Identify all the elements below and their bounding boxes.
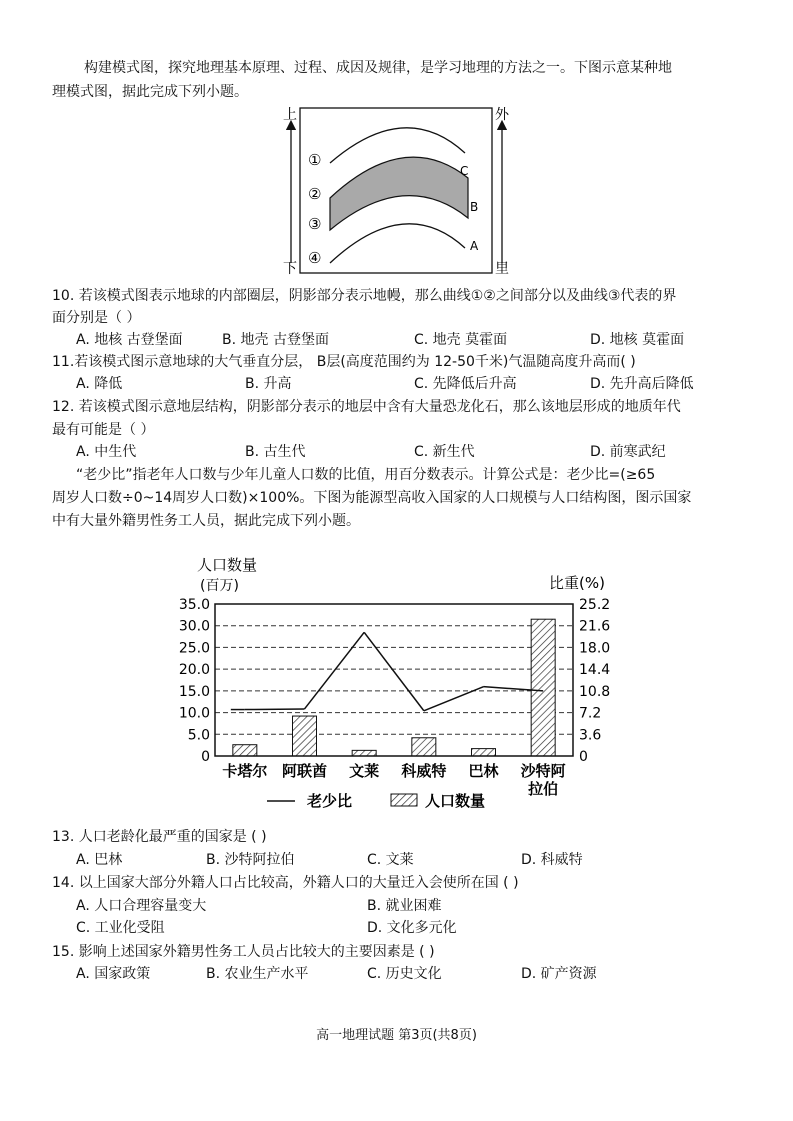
left-tick-label: 5.0: [187, 727, 210, 744]
q10-option-b[interactable]: B. 地壳 古登堡面: [222, 332, 329, 348]
q15-option-a[interactable]: A. 国家政策: [76, 966, 151, 982]
marker-3: ③: [308, 215, 322, 233]
intro-paragraph-2-line-3: 中有大量外籍男性务工人员，据此完成下列小题。: [52, 513, 360, 529]
q10-option-c[interactable]: C. 地壳 莫霍面: [414, 332, 508, 348]
q13-option-c[interactable]: C. 文莱: [367, 852, 414, 868]
ratio-line-segment: [424, 687, 484, 711]
population-bar: [412, 738, 436, 756]
ratio-line-segment: [364, 632, 424, 710]
left-axis-title: 人口数量: [197, 556, 258, 574]
q12-option-d[interactable]: D. 前寒武纪: [590, 444, 666, 460]
q13-option-d[interactable]: D. 科威特: [521, 852, 583, 868]
marker-2: ②: [308, 185, 322, 203]
right-tick-label: 21.6: [579, 618, 611, 635]
category-label: 科威特: [401, 762, 447, 780]
q10-option-d[interactable]: D. 地核 莫霍面: [590, 332, 685, 348]
q15-option-d[interactable]: D. 矿产资源: [521, 966, 597, 982]
category-label: 沙特阿: [520, 762, 566, 780]
right-tick-label: 10.8: [579, 683, 611, 700]
label-out: 外: [495, 107, 509, 123]
left-tick-label: 20.0: [178, 662, 210, 679]
category-label: 文莱: [349, 762, 380, 780]
label-A: A: [470, 239, 479, 253]
left-axis-unit: (百万): [200, 578, 239, 594]
ratio-line-segment: [245, 709, 305, 710]
curve-4: [330, 224, 465, 263]
intro-paragraph-1-line-1: 构建模式图，探究地理基本原理、过程、成因及规律，是学习地理的方法之一。下图示意某种地: [84, 60, 672, 76]
right-tick-label: 3.6: [579, 727, 602, 744]
shaded-layer: [330, 157, 468, 230]
q12-option-a[interactable]: A. 中生代: [76, 444, 137, 460]
curve-1: [330, 128, 465, 163]
label-in: 里: [495, 261, 509, 277]
q10-option-a[interactable]: A. 地核 古登堡面: [76, 332, 183, 348]
right-tick-label: 18.0: [579, 640, 611, 657]
left-tick-label: 15.0: [178, 683, 210, 700]
q13-option-a[interactable]: A. 巴林: [76, 852, 123, 868]
legend-bar-swatch: [391, 794, 417, 806]
q11-stem: 11.若该模式图示意地球的大气垂直分层， B层(高度范围约为 12-50千米)气温随高度升高而( ): [52, 354, 636, 370]
q14-option-b[interactable]: B. 就业困难: [367, 898, 442, 914]
q11-option-c[interactable]: C. 先降低后升高: [414, 376, 517, 392]
q14-option-c[interactable]: C. 工业化受阻: [76, 920, 165, 936]
legend-bar-label: 人口数量: [425, 792, 486, 810]
page-footer: 高一地理试题 第3页(共8页): [316, 1028, 477, 1043]
q11-option-a[interactable]: A. 降低: [76, 376, 123, 392]
category-label: 阿联酋: [281, 762, 328, 780]
category-label-line-2: 拉伯: [528, 780, 559, 798]
population-bar: [472, 749, 496, 756]
ratio-line-segment: [305, 632, 365, 709]
left-tick-label: 25.0: [178, 640, 210, 657]
q12-option-c[interactable]: C. 新生代: [414, 444, 475, 460]
q10-stem-line-2: 面分别是（ ）: [52, 310, 141, 326]
category-label: 卡塔尔: [222, 762, 268, 780]
plot-frame: [215, 604, 573, 756]
legend-line-label: 老少比: [307, 792, 353, 810]
model-diagram: [280, 103, 520, 278]
right-axis-title: 比重(%): [549, 574, 605, 592]
population-bar: [233, 745, 257, 756]
q14-stem: 14. 以上国家大部分外籍人口占比较高，外籍人口的大量迁入会使所在国 ( ): [52, 875, 519, 891]
marker-1: ①: [308, 151, 322, 169]
right-tick-label: 25.2: [579, 597, 611, 613]
q10-stem-line-1: 10. 若该模式图表示地球的内部圈层，阴影部分表示地幔，那么曲线①②之间部分以及曲线③代表的界: [52, 288, 677, 304]
intro-paragraph-1-line-2: 理模式图，据此完成下列小题。: [52, 84, 248, 100]
q11-option-b[interactable]: B. 升高: [245, 376, 292, 392]
left-tick-label: 0: [201, 749, 210, 765]
left-tick-label: 10.0: [178, 705, 210, 722]
q15-stem: 15. 影响上述国家外籍男性务工人员占比较大的主要因素是 ( ): [52, 944, 435, 960]
right-tick-label: 14.4: [579, 662, 611, 679]
label-B: B: [470, 200, 479, 214]
q13-stem: 13. 人口老龄化最严重的国家是 ( ): [52, 829, 267, 845]
label-down: 下: [283, 261, 297, 277]
q15-option-b[interactable]: B. 农业生产水平: [206, 966, 309, 982]
left-tick-label: 30.0: [178, 618, 210, 635]
left-tick-label: 35.0: [178, 597, 210, 613]
q13-option-b[interactable]: B. 沙特阿拉伯: [206, 852, 295, 868]
category-label: 巴林: [468, 762, 499, 780]
right-tick-label: 7.2: [579, 705, 602, 722]
intro-paragraph-2-line-1: “老少比”指老年人口数与少年儿童人口数的比值，用百分数表示。计算公式是：老少比=(≥65: [76, 467, 656, 483]
q14-option-d[interactable]: D. 文化多元化: [367, 920, 457, 936]
population-bar: [531, 619, 555, 756]
q12-option-b[interactable]: B. 古生代: [245, 444, 306, 460]
population-bar: [352, 750, 376, 756]
label-C: C: [460, 164, 469, 178]
q14-option-a[interactable]: A. 人口合理容量变大: [76, 898, 207, 914]
q12-stem-line-1: 12. 若该模式图示意地层结构，阴影部分表示的地层中含有大量恐龙化石，那么该地层形成的地质年代: [52, 399, 681, 415]
q15-option-c[interactable]: C. 历史文化: [367, 966, 442, 982]
marker-4: ④: [308, 249, 322, 267]
intro-paragraph-2-line-2: 周岁人口数÷0~14周岁人口数)×100%。下图为能源型高收入国家的人口规模与人口结构图，图示国家: [52, 490, 692, 506]
label-up: 上: [283, 107, 297, 123]
q12-stem-line-2: 最有可能是（ ）: [52, 422, 155, 438]
q11-option-d[interactable]: D. 先升高后降低: [590, 376, 694, 392]
population-chart: [178, 548, 615, 818]
right-tick-label: 0: [579, 749, 588, 765]
population-bar: [293, 716, 317, 756]
